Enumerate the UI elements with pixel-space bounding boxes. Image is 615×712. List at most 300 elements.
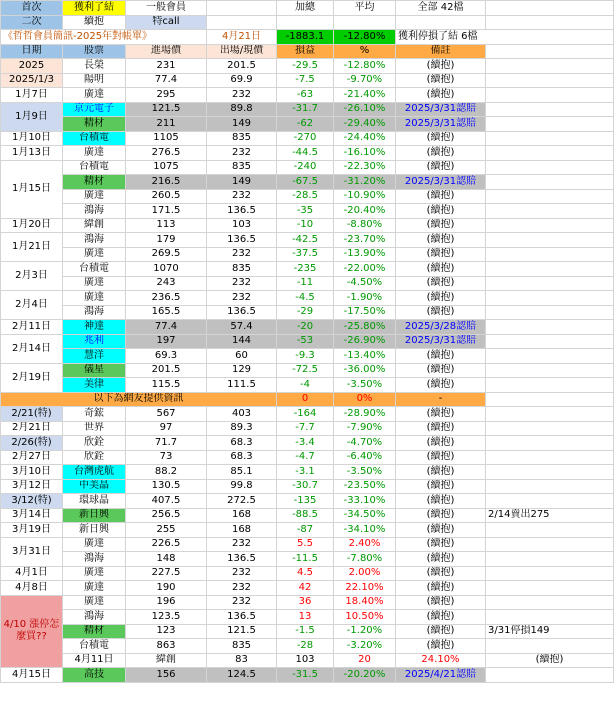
pnl-cell[interactable]: -28.5 <box>277 189 334 204</box>
pct-cell[interactable]: -25.80% <box>334 320 396 335</box>
pct-cell[interactable]: -34.10% <box>334 523 396 538</box>
extra-note-cell[interactable] <box>486 160 614 175</box>
exit-price-cell[interactable]: 85.1 <box>207 465 277 480</box>
extra-note-cell[interactable]: 3/31停損149 <box>486 624 614 639</box>
stock-name-cell[interactable]: 廣達 <box>63 247 126 262</box>
pnl-cell[interactable]: -11.5 <box>277 552 334 567</box>
note-cell[interactable]: (續抱) <box>396 465 486 480</box>
stock-name-cell[interactable]: 高技 <box>63 668 126 683</box>
pct-cell[interactable]: -4.70% <box>334 436 396 451</box>
stock-name-cell[interactable]: 廣達 <box>63 291 126 306</box>
extra-note-cell[interactable] <box>486 305 614 320</box>
empty-cell[interactable] <box>207 15 277 30</box>
extra-note-cell[interactable] <box>486 465 614 480</box>
pct-cell[interactable]: -13.90% <box>334 247 396 262</box>
note-cell[interactable]: (續抱) <box>396 204 486 219</box>
extra-note-cell[interactable] <box>486 523 614 538</box>
date-cell[interactable]: 3月14日 <box>1 508 63 523</box>
stock-name-cell[interactable]: 廣達 <box>63 595 126 610</box>
exit-price-cell[interactable]: 136.5 <box>207 305 277 320</box>
note-cell[interactable]: (續抱) <box>396 276 486 291</box>
average-value[interactable]: -12.80% <box>334 30 396 45</box>
note-cell[interactable]: (續抱) <box>396 494 486 509</box>
entry-price-cell[interactable]: 123 <box>126 624 207 639</box>
sum-label-cell[interactable]: 加總 <box>277 1 334 16</box>
date-cell[interactable]: 1月10日 <box>1 131 63 146</box>
pct-cell[interactable]: -34.50% <box>334 508 396 523</box>
entry-price-cell[interactable]: 83 <box>207 653 277 668</box>
entry-price-cell[interactable]: 201.5 <box>126 363 207 378</box>
pnl-cell[interactable]: -87 <box>277 523 334 538</box>
pct-cell[interactable]: 2.40% <box>334 537 396 552</box>
extra-note-cell[interactable] <box>486 204 614 219</box>
stock-name-cell[interactable]: 台積電 <box>63 639 126 654</box>
pnl-cell[interactable]: 20 <box>334 653 396 668</box>
pnl-cell[interactable]: -135 <box>277 494 334 509</box>
exit-price-cell[interactable]: 57.4 <box>207 320 277 335</box>
date-cell[interactable]: 4月15日 <box>1 668 63 683</box>
exit-price-cell[interactable]: 111.5 <box>207 378 277 393</box>
note-cell[interactable]: (續抱) <box>396 639 486 654</box>
total-sum-value[interactable]: -1883.1 <box>277 30 334 45</box>
stock-name-cell[interactable]: 京元電子 <box>63 102 126 117</box>
exit-price-cell[interactable]: 60 <box>207 349 277 364</box>
stock-name-cell[interactable]: 台積電 <box>63 131 126 146</box>
pnl-cell[interactable]: -164 <box>277 407 334 422</box>
all-count-cell[interactable]: 全部 42檔 <box>396 1 486 16</box>
date-cell[interactable]: 2月11日 <box>1 320 63 335</box>
stock-name-cell[interactable]: 美律 <box>63 378 126 393</box>
note-cell[interactable]: (續抱) <box>396 595 486 610</box>
exit-price-cell[interactable]: 232 <box>207 581 277 596</box>
stock-name-cell[interactable]: 新日興 <box>63 508 126 523</box>
stock-name-cell[interactable]: 緯創 <box>63 218 126 233</box>
date-cell[interactable]: 4月11日 <box>63 653 126 668</box>
pct-cell[interactable]: -36.00% <box>334 363 396 378</box>
note-cell[interactable]: (續抱) <box>396 233 486 248</box>
exit-price-cell[interactable]: 201.5 <box>207 59 277 74</box>
extra-note-cell[interactable] <box>486 349 614 364</box>
pnl-cell[interactable]: -37.5 <box>277 247 334 262</box>
note-cell[interactable]: 2025/3/31認賠 <box>396 102 486 117</box>
date-cell[interactable]: 3月12日 <box>1 479 63 494</box>
col-header-exit[interactable]: 出場/現價 <box>207 44 277 59</box>
exit-price-cell[interactable]: 136.5 <box>207 552 277 567</box>
extra-note-cell[interactable] <box>486 668 614 683</box>
pnl-cell[interactable]: -4.5 <box>277 291 334 306</box>
note-cell[interactable]: (續抱) <box>396 624 486 639</box>
note-cell[interactable]: (續抱) <box>396 291 486 306</box>
pnl-cell[interactable]: -42.5 <box>277 233 334 248</box>
stock-name-cell[interactable]: 廣達 <box>63 146 126 161</box>
exit-price-cell[interactable]: 99.8 <box>207 479 277 494</box>
pnl-cell[interactable]: -28 <box>277 639 334 654</box>
exit-price-cell[interactable]: 232 <box>207 146 277 161</box>
note-cell[interactable]: 2025/3/28認賠 <box>396 320 486 335</box>
pnl-cell[interactable]: -63 <box>277 88 334 103</box>
exit-price-cell[interactable]: 136.5 <box>207 233 277 248</box>
note-cell[interactable]: (續抱) <box>396 189 486 204</box>
pnl-cell[interactable]: -270 <box>277 131 334 146</box>
extra-note-cell[interactable] <box>486 566 614 581</box>
entry-price-cell[interactable]: 863 <box>126 639 207 654</box>
pnl-cell[interactable]: -235 <box>277 262 334 277</box>
stock-name-cell[interactable]: 廣達 <box>63 189 126 204</box>
exit-price-cell[interactable]: 232 <box>207 537 277 552</box>
pnl-cell[interactable]: 36 <box>277 595 334 610</box>
stock-name-cell[interactable]: 欣銓 <box>63 450 126 465</box>
extra-note-cell[interactable] <box>486 175 614 190</box>
entry-price-cell[interactable]: 121.5 <box>126 102 207 117</box>
pct-cell[interactable]: 24.10% <box>396 653 486 668</box>
pnl-cell[interactable]: -9.3 <box>277 349 334 364</box>
pnl-cell[interactable]: -10 <box>277 218 334 233</box>
entry-price-cell[interactable]: 211 <box>126 117 207 132</box>
entry-price-cell[interactable]: 260.5 <box>126 189 207 204</box>
entry-price-cell[interactable]: 243 <box>126 276 207 291</box>
exit-price-cell[interactable]: 69.9 <box>207 73 277 88</box>
pnl-cell[interactable]: -4.7 <box>277 450 334 465</box>
date-cell[interactable]: 3月31日 <box>1 537 63 566</box>
entry-price-cell[interactable]: 165.5 <box>126 305 207 320</box>
date-cell[interactable]: 2月21日 <box>1 421 63 436</box>
pct-cell[interactable]: -22.00% <box>334 262 396 277</box>
entry-price-cell[interactable]: 567 <box>126 407 207 422</box>
date-cell[interactable]: 2月14日 <box>1 334 63 363</box>
pct-cell[interactable]: -10.90% <box>334 189 396 204</box>
exit-price-cell[interactable]: 68.3 <box>207 436 277 451</box>
pnl-cell[interactable]: -88.5 <box>277 508 334 523</box>
exit-price-cell[interactable]: 232 <box>207 566 277 581</box>
pct-cell[interactable]: -3.20% <box>334 639 396 654</box>
pct-cell[interactable]: -17.50% <box>334 305 396 320</box>
closed-summary[interactable]: 獲利停損了結 6檔 <box>396 30 614 45</box>
note-cell[interactable]: (續抱) <box>396 305 486 320</box>
pct-cell[interactable]: 22.10% <box>334 581 396 596</box>
date-cell[interactable]: 1月9日 <box>1 102 63 131</box>
note-cell[interactable]: (續抱) <box>396 349 486 364</box>
exit-price-cell[interactable]: 272.5 <box>207 494 277 509</box>
pct-cell[interactable]: -4.50% <box>334 276 396 291</box>
entry-price-cell[interactable]: 276.5 <box>126 146 207 161</box>
entry-price-cell[interactable]: 156 <box>126 668 207 683</box>
entry-price-cell[interactable]: 71.7 <box>126 436 207 451</box>
note-cell[interactable]: (續抱) <box>396 523 486 538</box>
note-cell[interactable]: (續抱) <box>396 363 486 378</box>
stock-name-cell[interactable]: 廣達 <box>63 88 126 103</box>
sheet-title[interactable]: 《哲哲會員簡訊-2025年對帳單》 <box>1 30 207 45</box>
entry-price-cell[interactable]: 236.5 <box>126 291 207 306</box>
stock-name-cell[interactable]: 台積電 <box>63 160 126 175</box>
date-cell[interactable]: 1月15日 <box>1 160 63 218</box>
pct-cell[interactable]: -21.40% <box>334 88 396 103</box>
note-cell[interactable]: (續抱) <box>396 131 486 146</box>
second-time-cell[interactable]: 二次 <box>1 15 63 30</box>
note-cell[interactable]: (續抱) <box>396 421 486 436</box>
extra-note-cell[interactable] <box>486 146 614 161</box>
exit-price-cell[interactable]: 103 <box>207 218 277 233</box>
date-cell[interactable]: 2/21(特) <box>1 407 63 422</box>
date-cell[interactable]: 1月20日 <box>1 218 63 233</box>
stock-name-cell[interactable]: 廣達 <box>63 566 126 581</box>
extra-note-cell[interactable] <box>486 291 614 306</box>
pnl-cell[interactable]: -3.1 <box>277 465 334 480</box>
col-header-stock[interactable]: 股票 <box>63 44 126 59</box>
note-cell[interactable]: (續抱) <box>396 160 486 175</box>
stock-name-cell[interactable]: 廣達 <box>63 276 126 291</box>
stock-name-cell[interactable]: 鴻海 <box>63 233 126 248</box>
extra-note-cell[interactable] <box>486 117 614 132</box>
empty-cell[interactable] <box>277 15 334 30</box>
exit-price-cell[interactable]: 168 <box>207 508 277 523</box>
pct-cell[interactable]: -22.30% <box>334 160 396 175</box>
extra-note-cell[interactable] <box>486 218 614 233</box>
empty-cell[interactable] <box>396 15 486 30</box>
note-cell[interactable]: (續抱) <box>396 581 486 596</box>
pct-cell[interactable]: -23.70% <box>334 233 396 248</box>
extra-note-cell[interactable] <box>486 131 614 146</box>
exit-price-cell[interactable]: 835 <box>207 160 277 175</box>
extra-note-cell[interactable] <box>486 610 614 625</box>
entry-price-cell[interactable]: 227.5 <box>126 566 207 581</box>
pnl-cell[interactable]: -20 <box>277 320 334 335</box>
entry-price-cell[interactable]: 88.2 <box>126 465 207 480</box>
general-member-cell[interactable]: 一般會員 <box>126 1 207 16</box>
entry-price-cell[interactable]: 255 <box>126 523 207 538</box>
entry-price-cell[interactable]: 179 <box>126 233 207 248</box>
date-cell[interactable]: 4/10 漲停怎麼買?? <box>1 595 63 668</box>
date-cell[interactable]: 1月7日 <box>1 88 63 103</box>
extra-note-cell[interactable] <box>486 247 614 262</box>
stock-name-cell[interactable]: 廣達 <box>63 537 126 552</box>
pct-cell[interactable]: -20.20% <box>334 668 396 683</box>
entry-price-cell[interactable]: 231 <box>126 59 207 74</box>
stock-name-cell[interactable]: 中美晶 <box>63 479 126 494</box>
stock-name-cell[interactable]: 長榮 <box>63 59 126 74</box>
entry-price-cell[interactable]: 1105 <box>126 131 207 146</box>
divider-pnl[interactable]: 0 <box>277 392 334 407</box>
stock-name-cell[interactable]: 鴻海 <box>63 552 126 567</box>
note-cell[interactable]: (續抱) <box>396 218 486 233</box>
pct-cell[interactable]: -23.50% <box>334 479 396 494</box>
exit-price-cell[interactable]: 835 <box>207 639 277 654</box>
exit-price-cell[interactable]: 149 <box>207 175 277 190</box>
date-cell[interactable]: 2月4日 <box>1 291 63 320</box>
entry-price-cell[interactable]: 130.5 <box>126 479 207 494</box>
extra-note-cell[interactable] <box>486 581 614 596</box>
empty-cell[interactable] <box>486 392 614 407</box>
note-cell[interactable]: (續抱) <box>396 436 486 451</box>
pnl-cell[interactable]: 42 <box>277 581 334 596</box>
divider-pct[interactable]: 0% <box>334 392 396 407</box>
entry-price-cell[interactable]: 115.5 <box>126 378 207 393</box>
entry-price-cell[interactable]: 256.5 <box>126 508 207 523</box>
entry-price-cell[interactable]: 216.5 <box>126 175 207 190</box>
pct-cell[interactable]: -1.20% <box>334 624 396 639</box>
exit-price-cell[interactable]: 232 <box>207 247 277 262</box>
note-cell[interactable]: (續抱) <box>396 262 486 277</box>
stock-name-cell[interactable]: 欣銓 <box>63 436 126 451</box>
stock-name-cell[interactable]: 儀星 <box>63 363 126 378</box>
stock-name-cell[interactable]: 精材 <box>63 175 126 190</box>
entry-price-cell[interactable]: 113 <box>126 218 207 233</box>
exit-price-cell[interactable]: 232 <box>207 291 277 306</box>
pct-cell[interactable]: -12.80% <box>334 59 396 74</box>
pct-cell[interactable]: -7.90% <box>334 421 396 436</box>
extra-note-cell[interactable] <box>486 421 614 436</box>
pct-cell[interactable]: -13.40% <box>334 349 396 364</box>
pnl-cell[interactable]: -30.7 <box>277 479 334 494</box>
exit-price-cell[interactable]: 129 <box>207 363 277 378</box>
extra-note-cell[interactable] <box>486 73 614 88</box>
note-cell[interactable]: (續抱) <box>396 88 486 103</box>
date-cell[interactable]: 2月27日 <box>1 450 63 465</box>
exit-price-cell[interactable]: 121.5 <box>207 624 277 639</box>
stock-name-cell[interactable]: 神達 <box>63 320 126 335</box>
pnl-cell[interactable]: -1.5 <box>277 624 334 639</box>
pct-cell[interactable]: -7.80% <box>334 552 396 567</box>
note-cell[interactable]: (續抱) <box>396 73 486 88</box>
entry-price-cell[interactable]: 407.5 <box>126 494 207 509</box>
extra-note-cell[interactable] <box>486 102 614 117</box>
date-cell[interactable]: 3月10日 <box>1 465 63 480</box>
extra-note-cell[interactable] <box>486 363 614 378</box>
extra-note-cell[interactable] <box>486 537 614 552</box>
exit-price-cell[interactable]: 136.5 <box>207 204 277 219</box>
entry-price-cell[interactable]: 295 <box>126 88 207 103</box>
exit-price-cell[interactable]: 149 <box>207 117 277 132</box>
pnl-cell[interactable]: 4.5 <box>277 566 334 581</box>
extra-note-cell[interactable] <box>486 276 614 291</box>
date-cell[interactable]: 4月1日 <box>1 566 63 581</box>
date-cell[interactable]: 4月8日 <box>1 581 63 596</box>
note-cell[interactable]: (續抱) <box>396 450 486 465</box>
stock-name-cell[interactable]: 環球晶 <box>63 494 126 509</box>
pnl-cell[interactable]: -4 <box>277 378 334 393</box>
date-cell[interactable]: 2025 <box>1 59 63 74</box>
entry-price-cell[interactable]: 1075 <box>126 160 207 175</box>
exit-price-cell[interactable]: 68.3 <box>207 450 277 465</box>
entry-price-cell[interactable]: 77.4 <box>126 73 207 88</box>
pct-cell[interactable]: -20.40% <box>334 204 396 219</box>
stock-name-cell[interactable]: 鴻海 <box>63 204 126 219</box>
stock-name-cell[interactable]: 鴻海 <box>63 305 126 320</box>
col-header-pnl[interactable]: 損益 <box>277 44 334 59</box>
extra-note-cell[interactable] <box>486 479 614 494</box>
entry-price-cell[interactable]: 148 <box>126 552 207 567</box>
note-cell[interactable]: 2025/3/31認賠 <box>396 117 486 132</box>
exit-price-cell[interactable]: 103 <box>277 653 334 668</box>
pct-cell[interactable]: -6.40% <box>334 450 396 465</box>
pnl-cell[interactable]: -67.5 <box>277 175 334 190</box>
special-call-cell[interactable]: 特call <box>126 15 207 30</box>
extra-note-cell[interactable] <box>486 595 614 610</box>
avg-label-cell[interactable]: 平均 <box>334 1 396 16</box>
pct-cell[interactable]: 18.40% <box>334 595 396 610</box>
extra-note-cell[interactable] <box>486 436 614 451</box>
pct-cell[interactable]: -29.40% <box>334 117 396 132</box>
extra-note-cell[interactable] <box>486 407 614 422</box>
entry-price-cell[interactable]: 226.5 <box>126 537 207 552</box>
note-cell[interactable]: (續抱) <box>396 146 486 161</box>
pnl-cell[interactable]: -29.5 <box>277 59 334 74</box>
col-header-date[interactable]: 日期 <box>1 44 63 59</box>
exit-price-cell[interactable]: 232 <box>207 276 277 291</box>
entry-price-cell[interactable]: 69.3 <box>126 349 207 364</box>
entry-price-cell[interactable]: 77.4 <box>126 320 207 335</box>
pct-cell[interactable]: -33.10% <box>334 494 396 509</box>
pnl-cell[interactable]: 13 <box>277 610 334 625</box>
divider-note[interactable]: - <box>396 392 486 407</box>
stock-name-cell[interactable]: 慧洋 <box>63 349 126 364</box>
pct-cell[interactable]: 10.50% <box>334 610 396 625</box>
exit-price-cell[interactable]: 403 <box>207 407 277 422</box>
pct-cell[interactable]: -28.90% <box>334 407 396 422</box>
note-cell[interactable]: (續抱) <box>396 610 486 625</box>
exit-price-cell[interactable]: 232 <box>207 189 277 204</box>
entry-price-cell[interactable]: 171.5 <box>126 204 207 219</box>
stock-name-cell[interactable]: 奇鋐 <box>63 407 126 422</box>
extra-note-cell[interactable] <box>486 378 614 393</box>
hold-cell[interactable]: 續抱 <box>63 15 126 30</box>
extra-note-cell[interactable] <box>486 639 614 654</box>
pnl-cell[interactable]: -31.5 <box>277 668 334 683</box>
empty-cell[interactable] <box>334 15 396 30</box>
stock-name-cell[interactable]: 精材 <box>63 624 126 639</box>
exit-price-cell[interactable]: 168 <box>207 523 277 538</box>
exit-price-cell[interactable]: 835 <box>207 262 277 277</box>
extra-note-cell[interactable] <box>486 88 614 103</box>
pnl-cell[interactable]: -31.7 <box>277 102 334 117</box>
col-header-note[interactable]: 備註 <box>396 44 486 59</box>
note-cell[interactable]: (續抱) <box>396 59 486 74</box>
entry-price-cell[interactable]: 97 <box>126 421 207 436</box>
note-cell[interactable]: (續抱) <box>396 407 486 422</box>
col-header-entry[interactable]: 進場價 <box>126 44 207 59</box>
pct-cell[interactable]: -9.70% <box>334 73 396 88</box>
extra-note-cell[interactable] <box>486 334 614 349</box>
profit-closed-cell[interactable]: 獲利了結 <box>63 1 126 16</box>
date-cell[interactable]: 2月19日 <box>1 363 63 392</box>
pct-cell[interactable]: -8.80% <box>334 218 396 233</box>
extra-note-cell[interactable] <box>486 552 614 567</box>
pnl-cell[interactable]: -11 <box>277 276 334 291</box>
note-cell[interactable]: (續抱) <box>396 479 486 494</box>
extra-note-cell[interactable] <box>486 233 614 248</box>
divider-label[interactable]: 以下為網友提供資訊 <box>1 392 277 407</box>
extra-note-cell[interactable]: 2/14賣出275 <box>486 508 614 523</box>
pnl-cell[interactable]: -72.5 <box>277 363 334 378</box>
stock-name-cell[interactable]: 台積電 <box>63 262 126 277</box>
exit-price-cell[interactable]: 89.8 <box>207 102 277 117</box>
pnl-cell[interactable]: -35 <box>277 204 334 219</box>
exit-price-cell[interactable]: 124.5 <box>207 668 277 683</box>
entry-price-cell[interactable]: 73 <box>126 450 207 465</box>
pnl-cell[interactable]: -62 <box>277 117 334 132</box>
date-cell[interactable]: 1月13日 <box>1 146 63 161</box>
extra-note-cell[interactable] <box>486 59 614 74</box>
note-cell[interactable]: 2025/3/31認賠 <box>396 175 486 190</box>
stock-name-cell[interactable]: 新日興 <box>63 523 126 538</box>
date-cell[interactable]: 3月19日 <box>1 523 63 538</box>
pct-cell[interactable]: -3.50% <box>334 378 396 393</box>
pnl-cell[interactable]: -44.5 <box>277 146 334 161</box>
pnl-cell[interactable]: -240 <box>277 160 334 175</box>
pct-cell[interactable]: 2.00% <box>334 566 396 581</box>
col-header-pct[interactable]: % <box>334 44 396 59</box>
stock-name-cell[interactable]: 鴻海 <box>63 610 126 625</box>
extra-note-cell[interactable] <box>486 262 614 277</box>
